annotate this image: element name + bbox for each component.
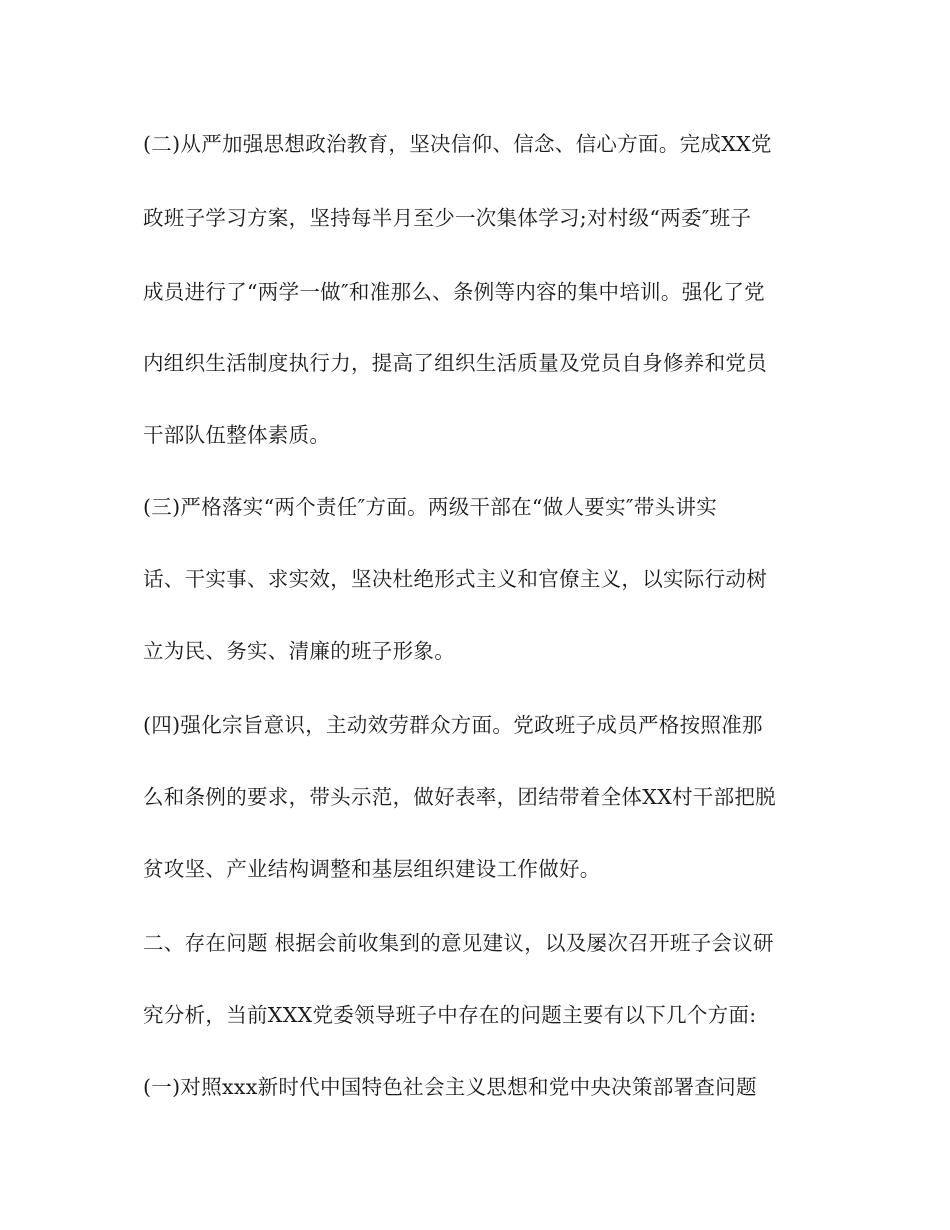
section-2-line-1: 二、存在问题 根据会前收集到的意见建议，以及屡次召开班子会议研 (143, 931, 774, 955)
paragraph-4-line-1: (四)强化宗旨意识，主动效劳群众方面。党政班子成员严格按照准那 (143, 713, 763, 737)
paragraph-2-line-3: 成员进行了“两学一做″和准那么、条例等内容的集中培训。强化了党 (143, 280, 765, 304)
paragraph-4-line-2: 么和条例的要求，带头示范，做好表率，团结带着全体XX村干部把脱 (143, 785, 776, 809)
section-2-item-1-line-1: (一)对照xxx新时代中国特色社会主义思想和党中央决策部署查问题 (143, 1075, 757, 1099)
paragraph-3-line-1: (三)严格落实“两个责任″方面。两级干部在“做人要实″带头讲实 (143, 495, 718, 519)
section-2-line-2: 究分析，当前XXX党委领导班子中存在的问题主要有以下几个方面: (143, 1003, 757, 1027)
paragraph-4-line-3: 贫攻坚、产业结构调整和基层组织建设工作做好。 (143, 857, 601, 881)
paragraph-2-line-4: 内组织生活制度执行力，提高了组织生活质量及党员自身修养和党员 (143, 351, 767, 375)
paragraph-2-line-1: (二)从严加强思想政治教育，坚决信仰、信念、信心方面。完成XX党 (143, 132, 772, 156)
paragraph-3-line-3: 立为民、务实、清廉的班子形象。 (143, 639, 455, 663)
paragraph-2-line-2: 政班子学习方案，坚持每半月至少一次集体学习;对村级“两委″班子 (143, 206, 752, 230)
paragraph-2-line-5: 干部队伍整体素质。 (143, 423, 331, 447)
paragraph-3-line-2: 话、干实事、求实效，坚决杜绝形式主义和官僚主义，以实际行动树 (143, 567, 767, 591)
